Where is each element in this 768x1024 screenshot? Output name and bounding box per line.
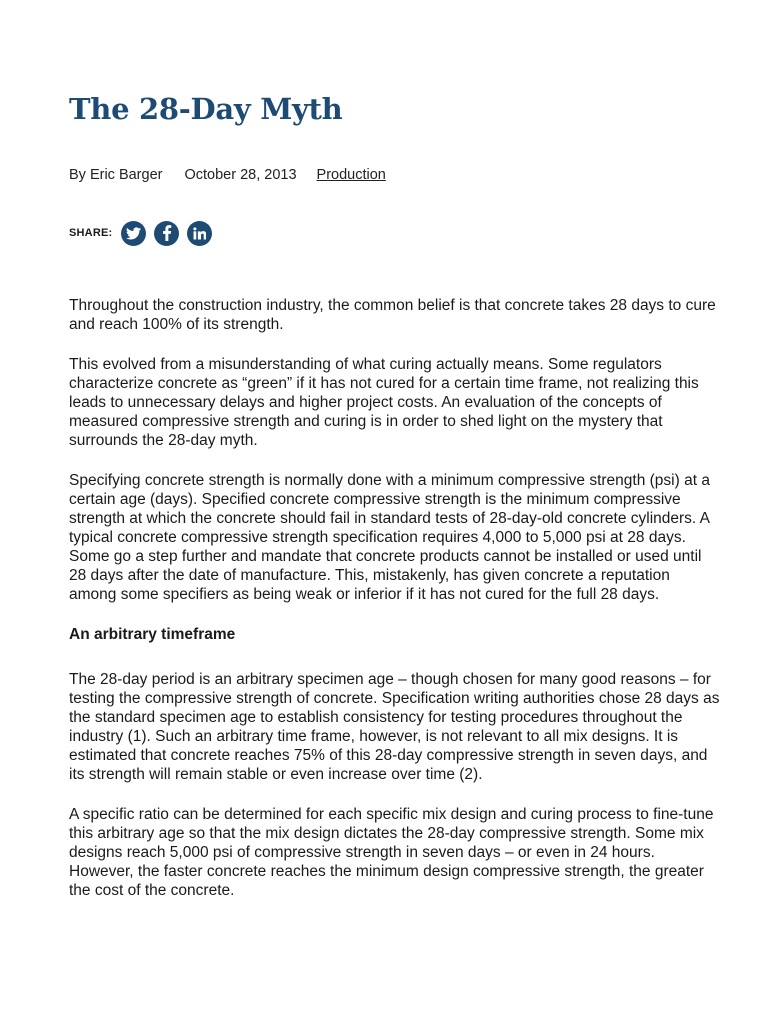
twitter-icon[interactable]	[121, 221, 146, 246]
paragraph: The 28-day period is an arbitrary specimen age – though chosen for many good reasons – for testing the compressive strength of concrete. Specification writing authorities chose 28 days as the standard specimen age to establish consistency for testing procedures throughout the industry (1). Such an arbitrary time frame, however, is not relevant to all mix designs. It is estimated that concrete reaches 75% of this 28-day compressive strength in seven days, and its strength will remain stable or even increase over time (2).	[69, 671, 720, 783]
paragraph: Throughout the construction industry, the common belief is that concrete takes 28 days to cure and reach 100% of its strength.	[69, 297, 716, 333]
article-body	[69, 296, 721, 921]
article-meta	[69, 167, 386, 183]
section-heading: An arbitrary timeframe	[69, 626, 236, 643]
facebook-icon[interactable]	[154, 221, 179, 246]
publish-date: October 28, 2013	[184, 167, 297, 183]
article-title: The 28-Day Myth	[69, 92, 343, 126]
share-bar	[69, 220, 220, 246]
author-byline: By Eric Barger	[69, 167, 163, 183]
category-link[interactable]: Production	[316, 167, 386, 183]
paragraph: This evolved from a misunderstanding of what curing actually means. Some regulators characterize concrete as “green” if it has not cured for a certain time frame, not realizing this leads to unnecessary delays and higher project costs. An evaluation of the concepts of measured compressive strength and curing is in order to shed light on the mystery that surrounds the 28-day myth.	[69, 356, 699, 449]
paragraph: Specifying concrete strength is normally done with a minimum compressive strength (psi) at a certain age (days). Specified concrete compressive strength is the minimum compressive strength at which the concrete should fail in standard tests of 28-day-old concrete cylinders. A typical concrete compressive strength specification requires 4,000 to 5,000 psi at 28 days. Some go a step further and mandate that concrete products cannot be installed or used until 28 days after the date of manufacture. This, mistakenly, has given concrete a reputation among some specifiers as being weak or inferior if it has not cured for the full 28 days.	[69, 472, 710, 603]
linkedin-icon[interactable]	[187, 221, 212, 246]
paragraph: A specific ratio can be determined for each specific mix design and curing process to fine-tune this arbitrary age so that the mix design dictates the 28-day compressive strength. Some mix designs reach 5,000 psi of compressive strength in seven days – or even in 24 hours. However, the faster concrete reaches the minimum design compressive strength, the greater the cost of the concrete.	[69, 806, 714, 899]
share-label: SHARE:	[69, 227, 113, 239]
